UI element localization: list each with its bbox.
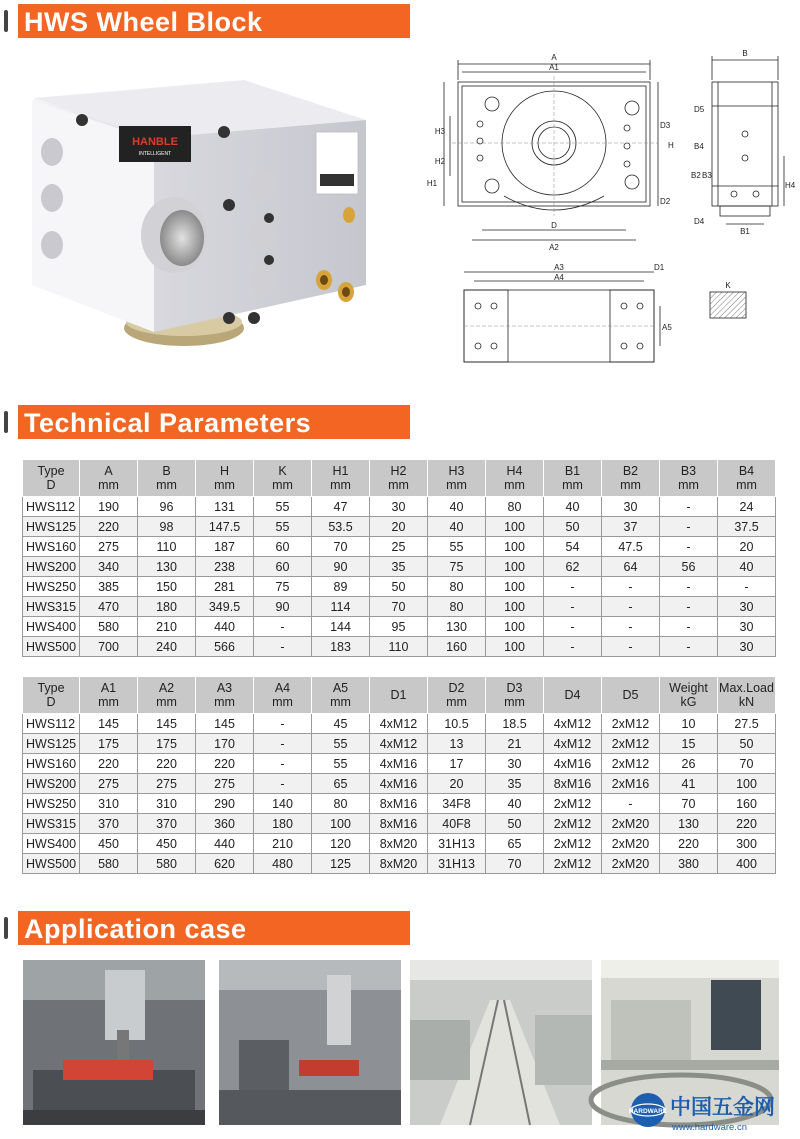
table-cell: 147.5 <box>196 517 254 537</box>
table-cell: 4xM16 <box>544 754 602 774</box>
params-table-1 <box>22 459 776 657</box>
column-header: A1 mm <box>80 677 138 714</box>
column-header: H mm <box>196 460 254 497</box>
table-cell: 54 <box>544 537 602 557</box>
table-cell: 55 <box>428 537 486 557</box>
table-cell: 580 <box>138 854 196 874</box>
table-cell: 470 <box>80 597 138 617</box>
table-cell: 450 <box>138 834 196 854</box>
column-header: A3 mm <box>196 677 254 714</box>
watermark-badge: HARDWARE <box>628 1108 668 1115</box>
table-cell: 8xM16 <box>370 794 428 814</box>
drawing-bottom-view <box>454 262 684 374</box>
table-cell: 170 <box>196 734 254 754</box>
dim-label: A5 <box>662 323 672 332</box>
column-header: H3 mm <box>428 460 486 497</box>
table-cell: - <box>660 617 718 637</box>
table-cell: - <box>544 617 602 637</box>
table-cell: 160 <box>718 794 776 814</box>
column-header: H2 mm <box>370 460 428 497</box>
dim-label: A <box>551 53 557 62</box>
table-cell: 64 <box>602 557 660 577</box>
table-cell: 275 <box>80 537 138 557</box>
type-cell: HWS400 <box>23 617 80 637</box>
drawing-side-view <box>692 46 796 236</box>
table-cell: 8xM20 <box>370 854 428 874</box>
table-cell: 190 <box>80 497 138 517</box>
table-cell: 70 <box>660 794 718 814</box>
type-cell: HWS160 <box>23 754 80 774</box>
dim-label: H3 <box>434 127 446 136</box>
table-cell: - <box>254 714 312 734</box>
section-tab-marker <box>4 917 8 939</box>
table-cell: 310 <box>138 794 196 814</box>
table-cell: 50 <box>544 517 602 537</box>
table-cell: 370 <box>80 814 138 834</box>
table-cell: - <box>660 597 718 617</box>
watermark-url: www.hardware.cn <box>672 1122 747 1133</box>
table-cell: 125 <box>312 854 370 874</box>
section-tab-marker <box>4 10 8 32</box>
type-cell: HWS500 <box>23 854 80 874</box>
table-row <box>23 834 776 854</box>
table-row <box>23 617 776 637</box>
table-cell: 180 <box>138 597 196 617</box>
type-cell: HWS200 <box>23 557 80 577</box>
column-header: Type D <box>23 460 80 497</box>
watermark-logo <box>626 1086 798 1136</box>
table-cell: - <box>602 637 660 657</box>
table-cell: 2xM12 <box>544 794 602 814</box>
table-cell: - <box>602 617 660 637</box>
table-cell: 4xM12 <box>370 714 428 734</box>
table-cell: 238 <box>196 557 254 577</box>
table-cell: 2xM20 <box>602 854 660 874</box>
table-cell: 220 <box>80 754 138 774</box>
table-cell: 175 <box>138 734 196 754</box>
table-cell: 8xM20 <box>370 834 428 854</box>
table-cell: 310 <box>80 794 138 814</box>
type-cell: HWS112 <box>23 714 80 734</box>
dim-label: H4 <box>785 181 796 190</box>
dim-label: A4 <box>554 273 564 282</box>
table-cell: - <box>660 637 718 657</box>
table-cell: 10.5 <box>428 714 486 734</box>
column-header: B2 mm <box>602 460 660 497</box>
table-cell: 100 <box>312 814 370 834</box>
table-cell: - <box>544 637 602 657</box>
table-cell: 8xM16 <box>544 774 602 794</box>
table-cell: 2xM12 <box>602 734 660 754</box>
dim-label: H1 <box>426 179 438 188</box>
table-cell: 90 <box>254 597 312 617</box>
table-cell: 440 <box>196 834 254 854</box>
dim-label: D2 <box>660 197 671 206</box>
table-cell: - <box>660 497 718 517</box>
table-cell: - <box>718 577 776 597</box>
column-header: D5 <box>602 677 660 714</box>
table-cell: - <box>254 754 312 774</box>
table-cell: 40 <box>718 557 776 577</box>
column-header: Type D <box>23 677 80 714</box>
table-cell: - <box>602 597 660 617</box>
column-header: A5 mm <box>312 677 370 714</box>
type-cell: HWS112 <box>23 497 80 517</box>
table-cell: 370 <box>138 814 196 834</box>
table-cell: 290 <box>196 794 254 814</box>
column-header: D4 <box>544 677 602 714</box>
type-cell: HWS315 <box>23 814 80 834</box>
table-cell: 27.5 <box>718 714 776 734</box>
table-cell: 700 <box>80 637 138 657</box>
table-cell: 380 <box>660 854 718 874</box>
table-cell: 40 <box>486 794 544 814</box>
table-cell: 24 <box>718 497 776 517</box>
table-cell: 4xM16 <box>370 774 428 794</box>
product-brand: HANBLE <box>132 136 178 148</box>
table-cell: 150 <box>138 577 196 597</box>
table-cell: 18.5 <box>486 714 544 734</box>
table-cell: 130 <box>660 814 718 834</box>
dim-label: H2 <box>434 157 446 166</box>
drawing-front-view <box>422 46 692 256</box>
table-cell: 580 <box>80 617 138 637</box>
column-header: H1 mm <box>312 460 370 497</box>
table-cell: - <box>254 617 312 637</box>
table-cell: 90 <box>312 557 370 577</box>
dim-label: A3 <box>554 263 564 272</box>
table-cell: 100 <box>486 637 544 657</box>
table-cell: 130 <box>138 557 196 577</box>
table-cell: 120 <box>312 834 370 854</box>
column-header: A4 mm <box>254 677 312 714</box>
table-cell: 10 <box>660 714 718 734</box>
table-cell: 96 <box>138 497 196 517</box>
table-row <box>23 734 776 754</box>
drawing-key-profile <box>702 278 752 326</box>
table-cell: 20 <box>428 774 486 794</box>
table-cell: 220 <box>718 814 776 834</box>
table-cell: 60 <box>254 537 312 557</box>
table-row <box>23 854 776 874</box>
table-cell: - <box>602 577 660 597</box>
table-row <box>23 794 776 814</box>
application-photo-cnc-2 <box>219 960 401 1125</box>
type-cell: HWS400 <box>23 834 80 854</box>
table-cell: 175 <box>80 734 138 754</box>
dim-label: D4 <box>694 217 705 226</box>
dim-label: H <box>668 141 674 150</box>
dim-label: D <box>551 221 557 230</box>
table-cell: - <box>544 577 602 597</box>
table-cell: 34F8 <box>428 794 486 814</box>
application-photo-conveyor-1 <box>410 960 592 1125</box>
table-cell: 40 <box>428 517 486 537</box>
column-header: Weight kG <box>660 677 718 714</box>
table-cell: 75 <box>428 557 486 577</box>
table-cell: 275 <box>138 774 196 794</box>
application-photo-cnc-1 <box>23 960 205 1125</box>
table-cell: 25 <box>370 537 428 557</box>
table-cell: 30 <box>718 637 776 657</box>
table-cell: 95 <box>370 617 428 637</box>
table-cell: 100 <box>486 617 544 637</box>
table-cell: 145 <box>80 714 138 734</box>
table-cell: 2xM20 <box>602 834 660 854</box>
dim-label: D3 <box>660 121 671 130</box>
table-cell: 2xM12 <box>544 814 602 834</box>
table-cell: 30 <box>486 754 544 774</box>
table-cell: 566 <box>196 637 254 657</box>
column-header: D2 mm <box>428 677 486 714</box>
table-cell: 45 <box>312 714 370 734</box>
table-cell: 47.5 <box>602 537 660 557</box>
dim-label: B <box>742 49 748 58</box>
table-cell: 110 <box>370 637 428 657</box>
column-header: D3 mm <box>486 677 544 714</box>
table-cell: 275 <box>196 774 254 794</box>
table-cell: 26 <box>660 754 718 774</box>
table-cell: 281 <box>196 577 254 597</box>
table-row <box>23 517 776 537</box>
column-header: A mm <box>80 460 138 497</box>
table-row <box>23 577 776 597</box>
table-cell: - <box>254 774 312 794</box>
section-title: HWS Wheel Block <box>24 7 263 37</box>
table-cell: 210 <box>254 834 312 854</box>
table-row <box>23 557 776 577</box>
table-cell: 145 <box>196 714 254 734</box>
table-cell: 15 <box>660 734 718 754</box>
table-cell: 53.5 <box>312 517 370 537</box>
table-cell: 80 <box>428 597 486 617</box>
table-cell: 55 <box>312 754 370 774</box>
table-cell: - <box>660 577 718 597</box>
column-header: B1 mm <box>544 460 602 497</box>
table-cell: 220 <box>660 834 718 854</box>
table-cell: 21 <box>486 734 544 754</box>
table-cell: 41 <box>660 774 718 794</box>
column-header: A2 mm <box>138 677 196 714</box>
table-cell: 50 <box>370 577 428 597</box>
table-cell: 50 <box>486 814 544 834</box>
table-cell: 349.5 <box>196 597 254 617</box>
table-cell: - <box>254 734 312 754</box>
table-cell: 4xM16 <box>370 754 428 774</box>
table-cell: 360 <box>196 814 254 834</box>
table-cell: 55 <box>254 517 312 537</box>
table-cell: 180 <box>254 814 312 834</box>
table-cell: 183 <box>312 637 370 657</box>
table-cell: 4xM12 <box>544 734 602 754</box>
table-cell: 55 <box>254 497 312 517</box>
table-cell: 70 <box>486 854 544 874</box>
table-cell: 13 <box>428 734 486 754</box>
table-cell: 70 <box>312 537 370 557</box>
table-cell: 100 <box>486 577 544 597</box>
table-cell: 50 <box>718 734 776 754</box>
table-cell: 4xM12 <box>370 734 428 754</box>
table-cell: 2xM12 <box>544 834 602 854</box>
table-cell: 480 <box>254 854 312 874</box>
watermark-title: 中国五金网 <box>670 1095 775 1119</box>
type-cell: HWS125 <box>23 734 80 754</box>
table-cell: - <box>660 537 718 557</box>
table-cell: 2xM16 <box>602 774 660 794</box>
table-cell: 300 <box>718 834 776 854</box>
table-row <box>23 754 776 774</box>
table-cell: 100 <box>486 557 544 577</box>
dim-label: A2 <box>549 243 559 252</box>
table-cell: 40F8 <box>428 814 486 834</box>
table-cell: 65 <box>486 834 544 854</box>
table-cell: 17 <box>428 754 486 774</box>
table-cell: 440 <box>196 617 254 637</box>
table-cell: 400 <box>718 854 776 874</box>
section-title: Application case <box>24 914 247 944</box>
table-cell: 450 <box>80 834 138 854</box>
dim-label: A1 <box>549 63 559 72</box>
table-cell: 35 <box>486 774 544 794</box>
table-cell: 89 <box>312 577 370 597</box>
table-cell: 55 <box>312 734 370 754</box>
table-cell: 8xM16 <box>370 814 428 834</box>
table-cell: 60 <box>254 557 312 577</box>
table-row <box>23 774 776 794</box>
table-cell: 40 <box>428 497 486 517</box>
product-brand-sub: INTELLIGENT <box>138 151 172 157</box>
table-row <box>23 814 776 834</box>
table-cell: 80 <box>312 794 370 814</box>
table-cell: 80 <box>428 577 486 597</box>
section-tab-marker <box>4 411 8 433</box>
table-cell: 35 <box>370 557 428 577</box>
column-header: K mm <box>254 460 312 497</box>
table-cell: 65 <box>312 774 370 794</box>
table-cell: 30 <box>370 497 428 517</box>
column-header: B4 mm <box>718 460 776 497</box>
table-row <box>23 637 776 657</box>
dim-label: D1 <box>654 263 665 272</box>
table-cell: 114 <box>312 597 370 617</box>
column-header: Max.Load kN <box>718 677 776 714</box>
column-header: B mm <box>138 460 196 497</box>
table-cell: 240 <box>138 637 196 657</box>
table-cell: 144 <box>312 617 370 637</box>
table-cell: 220 <box>196 754 254 774</box>
type-cell: HWS500 <box>23 637 80 657</box>
section-title: Technical Parameters <box>24 408 312 438</box>
column-header: D1 <box>370 677 428 714</box>
table-cell: 100 <box>486 597 544 617</box>
table-cell: 220 <box>80 517 138 537</box>
type-cell: HWS160 <box>23 537 80 557</box>
table-cell: 130 <box>428 617 486 637</box>
table-cell: 2xM20 <box>602 814 660 834</box>
table-cell: 75 <box>254 577 312 597</box>
table-cell: 340 <box>80 557 138 577</box>
table-cell: - <box>544 597 602 617</box>
table-cell: 385 <box>80 577 138 597</box>
table-cell: 40 <box>544 497 602 517</box>
dim-label: B4 <box>694 142 704 151</box>
dim-label: B3 <box>702 171 712 180</box>
table-cell: 160 <box>428 637 486 657</box>
table-cell: 37 <box>602 517 660 537</box>
table-cell: 580 <box>80 854 138 874</box>
table-cell: 100 <box>486 537 544 557</box>
dim-label: B2 <box>691 171 701 180</box>
table-cell: 100 <box>486 517 544 537</box>
table-cell: 62 <box>544 557 602 577</box>
table-cell: 187 <box>196 537 254 557</box>
table-cell: 98 <box>138 517 196 537</box>
type-cell: HWS315 <box>23 597 80 617</box>
table-row <box>23 714 776 734</box>
table-cell: 20 <box>370 517 428 537</box>
table-row <box>23 497 776 517</box>
table-cell: 70 <box>718 754 776 774</box>
table-header-row <box>23 460 776 497</box>
table-row <box>23 537 776 557</box>
params-table-2 <box>22 676 776 874</box>
table-cell: 70 <box>370 597 428 617</box>
table-cell: 210 <box>138 617 196 637</box>
table-cell: 100 <box>718 774 776 794</box>
table-cell: 31H13 <box>428 854 486 874</box>
table-cell: 131 <box>196 497 254 517</box>
column-header: B3 mm <box>660 460 718 497</box>
table-cell: 2xM12 <box>602 754 660 774</box>
table-cell: 4xM12 <box>544 714 602 734</box>
table-cell: 47 <box>312 497 370 517</box>
table-cell: - <box>254 637 312 657</box>
table-cell: 30 <box>718 597 776 617</box>
table-header-row <box>23 677 776 714</box>
table-cell: 30 <box>718 617 776 637</box>
dim-label: B1 <box>740 227 750 236</box>
table-cell: - <box>660 517 718 537</box>
table-cell: - <box>602 794 660 814</box>
dim-label: D5 <box>694 105 705 114</box>
type-cell: HWS250 <box>23 794 80 814</box>
table-cell: 37.5 <box>718 517 776 537</box>
type-cell: HWS200 <box>23 774 80 794</box>
dim-label: K <box>725 281 731 290</box>
table-cell: 110 <box>138 537 196 557</box>
product-photo <box>24 70 379 355</box>
table-cell: 140 <box>254 794 312 814</box>
table-cell: 620 <box>196 854 254 874</box>
table-cell: 275 <box>80 774 138 794</box>
table-cell: 80 <box>486 497 544 517</box>
table-cell: 220 <box>138 754 196 774</box>
table-row <box>23 597 776 617</box>
table-cell: 2xM12 <box>602 714 660 734</box>
type-cell: HWS125 <box>23 517 80 537</box>
table-cell: 30 <box>602 497 660 517</box>
type-cell: HWS250 <box>23 577 80 597</box>
table-cell: 31H13 <box>428 834 486 854</box>
table-cell: 2xM12 <box>544 854 602 874</box>
table-cell: 56 <box>660 557 718 577</box>
table-cell: 20 <box>718 537 776 557</box>
table-cell: 145 <box>138 714 196 734</box>
column-header: H4 mm <box>486 460 544 497</box>
